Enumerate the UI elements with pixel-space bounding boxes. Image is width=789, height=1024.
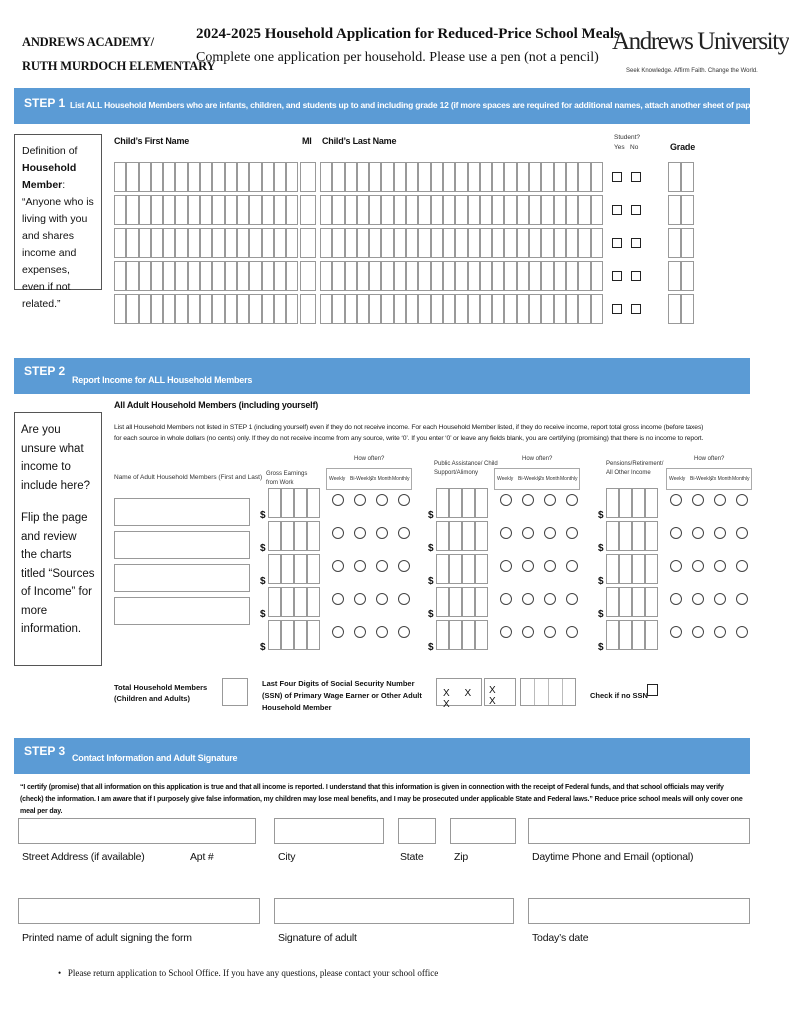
street-address-input[interactable] bbox=[18, 818, 256, 844]
frequency-radio[interactable] bbox=[332, 593, 344, 605]
frequency-radio[interactable] bbox=[714, 494, 726, 506]
income-amount-input[interactable] bbox=[436, 488, 488, 518]
student-no-checkbox[interactable] bbox=[631, 304, 641, 314]
form-subtitle: Complete one application per household. Please use a pen (not a pencil) bbox=[196, 50, 599, 65]
student-yes-checkbox[interactable] bbox=[612, 172, 622, 182]
frequency-label: Bi-Weekly bbox=[518, 476, 541, 482]
income-amount-input[interactable] bbox=[606, 488, 658, 518]
step3-label: STEP 3 bbox=[24, 744, 66, 758]
no-ssn-label: Check if no SSN bbox=[590, 691, 648, 700]
school-line-1: ANDREWS ACADEMY/ bbox=[22, 35, 154, 49]
grade-input[interactable] bbox=[668, 294, 694, 324]
col-first-name: Child’s First Name bbox=[114, 136, 190, 146]
apt-label: Apt # bbox=[190, 851, 214, 863]
frequency-radio[interactable] bbox=[354, 527, 366, 539]
ssn-mask-box-2 bbox=[484, 678, 516, 706]
frequency-radio[interactable] bbox=[714, 626, 726, 638]
frequency-radio[interactable] bbox=[500, 626, 512, 638]
phone-label: Daytime Phone and Email (optional) bbox=[532, 851, 694, 863]
frequency-label: Monthly bbox=[560, 476, 578, 482]
how-often-label: How often? bbox=[694, 456, 725, 462]
dollar-sign: $ bbox=[598, 510, 604, 521]
ssn-label: Last Four Digits of Social Security Number (SSN) of Primary Wage Earner or Other Adult Household Member bbox=[262, 679, 422, 712]
signature-label: Signature of adult bbox=[278, 932, 357, 944]
dollar-sign: $ bbox=[428, 609, 434, 620]
form-title: 2024-2025 Household Application for Reduced-Price School Meals bbox=[196, 26, 620, 42]
street-label: Street Address (if available) bbox=[22, 851, 145, 863]
frequency-radio[interactable] bbox=[332, 626, 344, 638]
income-amount-input[interactable] bbox=[436, 521, 488, 551]
frequency-radio[interactable] bbox=[736, 560, 748, 572]
col-gross-earnings: Gross Earnings from Work bbox=[266, 471, 308, 486]
frequency-radio[interactable] bbox=[670, 527, 682, 539]
frequency-radio[interactable] bbox=[544, 494, 556, 506]
dollar-sign: $ bbox=[260, 576, 266, 587]
frequency-radio[interactable] bbox=[736, 626, 748, 638]
frequency-radio[interactable] bbox=[354, 560, 366, 572]
dollar-sign: $ bbox=[260, 642, 266, 653]
frequency-radio[interactable] bbox=[736, 494, 748, 506]
grade-input[interactable] bbox=[668, 261, 694, 291]
definition-title: Definition of bbox=[22, 145, 78, 157]
col-grade: Grade bbox=[670, 142, 696, 152]
printed-name-label: Printed name of adult signing the form bbox=[22, 932, 192, 944]
frequency-radio[interactable] bbox=[398, 494, 410, 506]
frequency-radio[interactable] bbox=[670, 494, 682, 506]
unsure-text: Are you unsure what income to include here? bbox=[21, 424, 91, 492]
frequency-radio[interactable] bbox=[692, 593, 704, 605]
all-adults-heading: All Adult Household Members (including yourself) bbox=[114, 400, 319, 410]
frequency-radio[interactable] bbox=[714, 527, 726, 539]
frequency-radio[interactable] bbox=[736, 527, 748, 539]
frequency-radio[interactable] bbox=[376, 494, 388, 506]
definition-term: Household Member bbox=[22, 162, 77, 191]
child-mi-input[interactable] bbox=[300, 228, 316, 258]
school-line-2: RUTH MURDOCH ELEMENTARY bbox=[22, 59, 216, 73]
adult-name-input[interactable] bbox=[114, 597, 250, 625]
dollar-sign: $ bbox=[428, 510, 434, 521]
flip-text: Flip the page and review the charts titled “Sources of Income” for more information. bbox=[21, 512, 95, 635]
student-no-checkbox[interactable] bbox=[631, 271, 641, 281]
grade-input[interactable] bbox=[668, 228, 694, 258]
income-amount-input[interactable] bbox=[268, 521, 320, 551]
frequency-radio[interactable] bbox=[354, 593, 366, 605]
dollar-sign: $ bbox=[598, 642, 604, 653]
child-first-name-input[interactable] bbox=[114, 228, 298, 258]
dollar-sign: $ bbox=[260, 609, 266, 620]
frequency-label: Monthly bbox=[392, 476, 410, 482]
logo-tagline: Seek Knowledge. Affirm Faith. Change the World. bbox=[626, 68, 758, 74]
frequency-radio[interactable] bbox=[500, 560, 512, 572]
step1-label: STEP 1 bbox=[24, 96, 66, 110]
dollar-sign: $ bbox=[260, 510, 266, 521]
frequency-radio[interactable] bbox=[398, 560, 410, 572]
child-last-name-input[interactable] bbox=[320, 228, 603, 258]
col-adult-name: Name of Adult Household Members (First and Last) bbox=[114, 474, 263, 481]
how-often-label: How often? bbox=[354, 456, 385, 462]
child-mi-input[interactable] bbox=[300, 261, 316, 291]
child-first-name-input[interactable] bbox=[114, 261, 298, 291]
dollar-sign: $ bbox=[598, 609, 604, 620]
student-yes-checkbox[interactable] bbox=[612, 271, 622, 281]
total-members-input[interactable] bbox=[222, 678, 248, 706]
step3-title: Contact Information and Adult Signature bbox=[72, 753, 238, 763]
dollar-sign: $ bbox=[428, 642, 434, 653]
col-student: Student? bbox=[614, 134, 641, 141]
instruction-line-2: for each source in whole dollars (no cents) only. If they do not receive income from any source, write ‘0’. If you enter ‘0’ or leave any fields blank, you are certifying (promising) that there is no income to report. bbox=[114, 435, 704, 442]
frequency-radio[interactable] bbox=[500, 494, 512, 506]
university-logo bbox=[612, 24, 789, 80]
household-definition-box bbox=[14, 134, 102, 310]
frequency-header bbox=[326, 468, 412, 490]
frequency-radio[interactable] bbox=[714, 560, 726, 572]
income-amount-input[interactable] bbox=[268, 488, 320, 518]
frequency-radio[interactable] bbox=[566, 626, 578, 638]
child-mi-input[interactable] bbox=[300, 195, 316, 225]
frequency-radio[interactable] bbox=[522, 593, 534, 605]
income-amount-input[interactable] bbox=[268, 620, 320, 650]
frequency-radio[interactable] bbox=[376, 560, 388, 572]
frequency-radio[interactable] bbox=[566, 527, 578, 539]
income-amount-input[interactable] bbox=[606, 554, 658, 584]
frequency-radio[interactable] bbox=[736, 593, 748, 605]
frequency-header bbox=[494, 468, 580, 490]
child-first-name-input[interactable] bbox=[114, 294, 298, 324]
step2-instructions bbox=[114, 422, 703, 444]
step2-title: Report Income for ALL Household Members bbox=[72, 375, 253, 385]
dollar-sign: $ bbox=[428, 543, 434, 554]
col-mi: MI bbox=[302, 136, 312, 146]
child-last-name-input[interactable] bbox=[320, 195, 603, 225]
student-yes-checkbox[interactable] bbox=[612, 304, 622, 314]
frequency-radio[interactable] bbox=[544, 560, 556, 572]
city-label: City bbox=[278, 851, 296, 863]
frequency-label: 2x Month bbox=[711, 476, 732, 482]
income-amount-input[interactable] bbox=[606, 521, 658, 551]
frequency-radio[interactable] bbox=[670, 593, 682, 605]
state-input[interactable] bbox=[398, 818, 436, 844]
step2-label: STEP 2 bbox=[24, 364, 66, 378]
child-first-name-input[interactable] bbox=[114, 195, 298, 225]
printed-name-input[interactable] bbox=[18, 898, 260, 924]
date-label: Today’s date bbox=[532, 932, 589, 944]
income-amount-input[interactable] bbox=[436, 587, 488, 617]
frequency-radio[interactable] bbox=[398, 593, 410, 605]
signature-input[interactable] bbox=[274, 898, 514, 924]
frequency-radio[interactable] bbox=[332, 560, 344, 572]
income-amount-input[interactable] bbox=[268, 587, 320, 617]
frequency-radio[interactable] bbox=[670, 560, 682, 572]
city-input[interactable] bbox=[274, 818, 384, 844]
frequency-radio[interactable] bbox=[692, 626, 704, 638]
col-pensions: Pensions/Retirement/ All Other Income bbox=[606, 461, 664, 476]
frequency-header bbox=[666, 468, 752, 490]
col-public-assistance: Public Assistance/ Child Support/Alimony bbox=[434, 461, 498, 476]
frequency-radio[interactable] bbox=[522, 527, 534, 539]
income-amount-input[interactable] bbox=[436, 620, 488, 650]
student-no-checkbox[interactable] bbox=[631, 172, 641, 182]
state-label: State bbox=[400, 851, 424, 863]
frequency-radio[interactable] bbox=[670, 626, 682, 638]
no-ssn-checkbox[interactable] bbox=[647, 684, 658, 696]
footer-text: Please return application to School Office. If you have any questions, please contact your school office bbox=[67, 968, 439, 978]
frequency-label: Weekly bbox=[497, 476, 514, 482]
step2-band bbox=[14, 358, 750, 394]
frequency-radio[interactable] bbox=[354, 626, 366, 638]
child-last-name-input[interactable] bbox=[320, 261, 603, 291]
adult-name-input[interactable] bbox=[114, 498, 250, 526]
frequency-radio[interactable] bbox=[544, 593, 556, 605]
frequency-radio[interactable] bbox=[376, 527, 388, 539]
frequency-radio[interactable] bbox=[544, 527, 556, 539]
zip-input[interactable] bbox=[450, 818, 516, 844]
income-amount-input[interactable] bbox=[436, 554, 488, 584]
frequency-radio[interactable] bbox=[398, 626, 410, 638]
frequency-label: Weekly bbox=[669, 476, 686, 482]
ssn-digits-input[interactable] bbox=[520, 678, 576, 706]
child-mi-input[interactable] bbox=[300, 162, 316, 192]
how-often-label: How often? bbox=[522, 456, 553, 462]
grade-input[interactable] bbox=[668, 162, 694, 192]
ssn-mask-1: X X X bbox=[443, 688, 478, 710]
zip-label: Zip bbox=[454, 851, 468, 863]
child-last-name-input[interactable] bbox=[320, 294, 603, 324]
frequency-radio[interactable] bbox=[522, 626, 534, 638]
total-members-label: Total Household Members (Children and Adults) bbox=[114, 683, 208, 703]
frequency-label: Bi-Weekly bbox=[690, 476, 713, 482]
frequency-radio[interactable] bbox=[692, 527, 704, 539]
frequency-radio[interactable] bbox=[544, 626, 556, 638]
frequency-radio[interactable] bbox=[332, 527, 344, 539]
phone-email-input[interactable] bbox=[528, 818, 750, 844]
frequency-radio[interactable] bbox=[376, 626, 388, 638]
dollar-sign: $ bbox=[598, 543, 604, 554]
frequency-radio[interactable] bbox=[500, 527, 512, 539]
frequency-label: Weekly bbox=[329, 476, 346, 482]
frequency-radio[interactable] bbox=[566, 494, 578, 506]
instruction-line-1: List all Household Members not listed in STEP 1 (including yourself) even if they do not receive income. For each Household Member listed, if they do receive income, report total gross income (before taxes) bbox=[114, 424, 704, 431]
definition-text: : “Anyone who is living with you and shares income and expenses, even if not related.” bbox=[22, 179, 94, 310]
dollar-sign: $ bbox=[260, 543, 266, 554]
income-help-box bbox=[14, 412, 102, 666]
child-mi-input[interactable] bbox=[300, 294, 316, 324]
ssn-mask-2: X X bbox=[489, 685, 502, 707]
frequency-radio[interactable] bbox=[692, 494, 704, 506]
frequency-radio[interactable] bbox=[522, 560, 534, 572]
dollar-sign: $ bbox=[598, 576, 604, 587]
step3-band bbox=[14, 738, 750, 774]
child-first-name-input[interactable] bbox=[114, 162, 298, 192]
student-yes-checkbox[interactable] bbox=[612, 205, 622, 215]
frequency-radio[interactable] bbox=[398, 527, 410, 539]
student-no-checkbox[interactable] bbox=[631, 205, 641, 215]
bullet-icon: • bbox=[58, 968, 62, 978]
col-last-name: Child’s Last Name bbox=[322, 136, 397, 146]
footer-note bbox=[58, 968, 438, 978]
frequency-radio[interactable] bbox=[692, 560, 704, 572]
frequency-radio[interactable] bbox=[354, 494, 366, 506]
income-amount-input[interactable] bbox=[606, 587, 658, 617]
frequency-label: 2x Month bbox=[539, 476, 560, 482]
ssn-mask-box bbox=[436, 678, 482, 710]
logo-text: Andrews University bbox=[612, 28, 789, 55]
date-input[interactable] bbox=[528, 898, 750, 924]
frequency-radio[interactable] bbox=[522, 494, 534, 506]
grade-input[interactable] bbox=[668, 195, 694, 225]
income-amount-input[interactable] bbox=[268, 554, 320, 584]
frequency-radio[interactable] bbox=[566, 560, 578, 572]
dollar-sign: $ bbox=[428, 576, 434, 587]
child-last-name-input[interactable] bbox=[320, 162, 603, 192]
frequency-radio[interactable] bbox=[566, 593, 578, 605]
frequency-radio[interactable] bbox=[376, 593, 388, 605]
col-no: No bbox=[630, 144, 639, 151]
frequency-radio[interactable] bbox=[500, 593, 512, 605]
step1-instruction: List ALL Household Members who are infants, children, and students up to and including grade 12 (if more spaces are required for additional names, attach another sheet of paper) bbox=[70, 100, 761, 110]
col-yes: Yes bbox=[614, 144, 625, 151]
adult-name-input[interactable] bbox=[114, 531, 250, 559]
frequency-label: Monthly bbox=[732, 476, 750, 482]
adult-name-input[interactable] bbox=[114, 564, 250, 592]
frequency-label: 2x Month bbox=[371, 476, 392, 482]
student-yes-checkbox[interactable] bbox=[612, 238, 622, 248]
step1-band bbox=[14, 88, 761, 124]
certification-text: “I certify (promise) that all information on this application is true and that all income is reported. I understand that this information is given in connection with the receipt of Federal funds, and that school officials may verify (check) the information. I am aware that if I purposely give false information, my children may lose meal benefits, and I may be prosecuted under applicable State and Federal laws.” Reduce price school meals will only cover one meal per day. bbox=[20, 784, 743, 815]
frequency-radio[interactable] bbox=[714, 593, 726, 605]
frequency-label: Bi-Weekly bbox=[350, 476, 373, 482]
school-name bbox=[22, 30, 215, 78]
frequency-radio[interactable] bbox=[332, 494, 344, 506]
student-no-checkbox[interactable] bbox=[631, 238, 641, 248]
income-amount-input[interactable] bbox=[606, 620, 658, 650]
